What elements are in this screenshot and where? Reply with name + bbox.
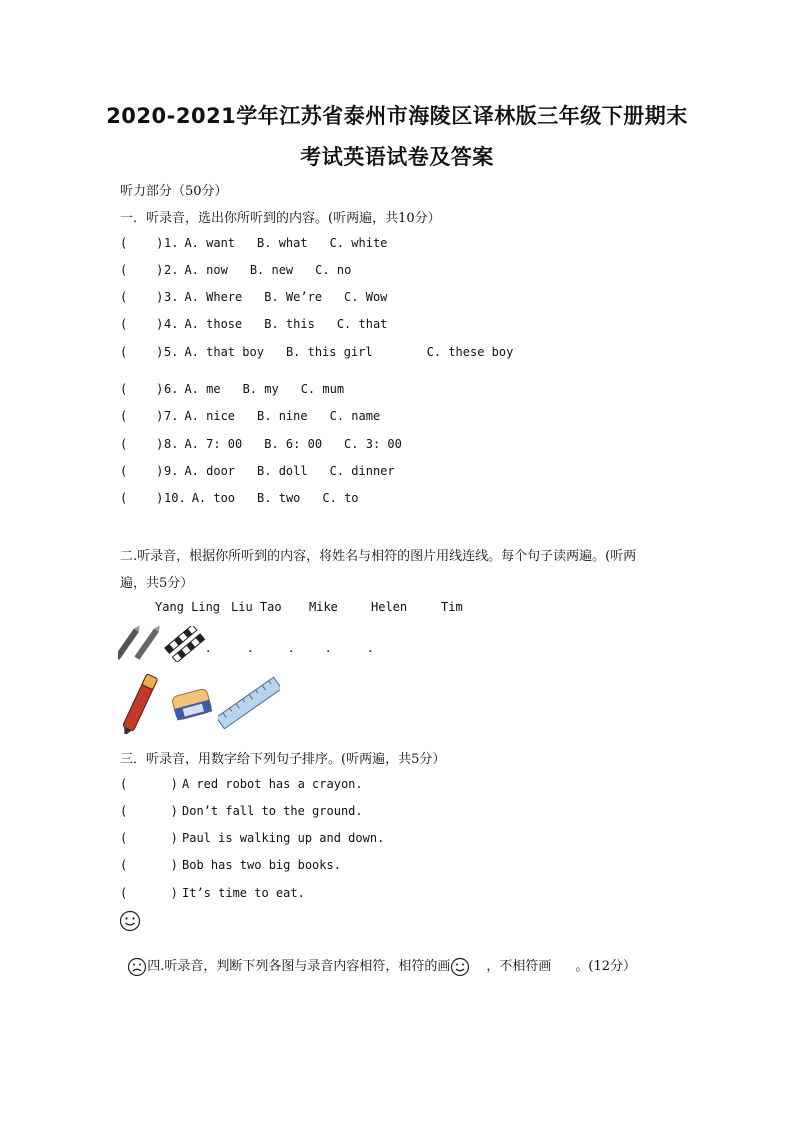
option-b: B. what bbox=[257, 236, 308, 250]
question-row bbox=[120, 382, 366, 396]
question-row bbox=[120, 263, 373, 277]
question-number: 9. bbox=[164, 464, 179, 478]
smiley-face-icon bbox=[119, 910, 141, 932]
order-blank[interactable]: ( ) bbox=[120, 804, 178, 818]
question-row bbox=[120, 409, 402, 423]
answer-blank[interactable]: ( ) bbox=[120, 491, 164, 505]
section3-heading: 三．听录音，用数字给下列句子排序。(听两遍，共5分） bbox=[120, 752, 446, 767]
question-row bbox=[120, 290, 409, 304]
question-number: 4. bbox=[164, 317, 179, 331]
ruler-icon bbox=[218, 676, 280, 730]
sentence: Bob has two big books. bbox=[182, 858, 341, 872]
option-b: B. 6: 00 bbox=[264, 437, 323, 451]
option-c: C. to bbox=[322, 491, 359, 505]
pencils-icon bbox=[118, 626, 163, 662]
doc-title-line1: 2020-2021学年江苏省泰州市海陵区译林版三年级下册期末 bbox=[106, 104, 688, 128]
option-b: B. doll bbox=[257, 464, 308, 478]
answer-blank[interactable]: ( ) bbox=[120, 464, 164, 478]
option-c: C. 3: 00 bbox=[344, 437, 402, 451]
option-b: B. this girl bbox=[285, 345, 373, 359]
option-c: C. name bbox=[329, 409, 381, 423]
option-a: A. that boy bbox=[184, 345, 264, 359]
question-number: 2. bbox=[164, 263, 179, 277]
option-c: C. no bbox=[315, 263, 352, 277]
question-number: 8. bbox=[164, 437, 179, 451]
order-blank[interactable]: ( ) bbox=[120, 777, 178, 791]
match-dot: . bbox=[289, 640, 294, 656]
marker-icon bbox=[118, 672, 164, 734]
question-row bbox=[120, 464, 417, 478]
option-a: A. those bbox=[184, 317, 243, 331]
ordering-row bbox=[120, 804, 363, 818]
name-mike: Mike bbox=[309, 600, 338, 614]
option-a: A. too bbox=[191, 491, 236, 505]
pens-icon bbox=[163, 626, 211, 662]
answer-blank[interactable]: ( ) bbox=[120, 290, 164, 304]
question-row bbox=[120, 317, 409, 331]
option-a: A. now bbox=[184, 263, 228, 277]
option-a: A. me bbox=[184, 382, 221, 396]
sentence: Don’t fall to the ground. bbox=[182, 804, 363, 818]
name-tim: Tim bbox=[441, 600, 463, 614]
answer-blank[interactable]: ( ) bbox=[120, 236, 164, 250]
question-number: 3. bbox=[164, 290, 179, 304]
doc-title-line2: 考试英语试卷及答案 bbox=[300, 145, 494, 169]
sad-face-icon bbox=[127, 957, 147, 977]
ordering-row bbox=[120, 858, 341, 872]
question-number: 1. bbox=[164, 236, 179, 250]
ordering-row bbox=[120, 831, 384, 845]
option-c: C. white bbox=[329, 236, 388, 250]
section4-text-2: ，不相符画 bbox=[486, 959, 552, 974]
eraser-icon bbox=[170, 684, 216, 726]
option-a: A. want bbox=[184, 236, 236, 250]
order-blank[interactable]: ( ) bbox=[120, 831, 178, 845]
option-c: C. Wow bbox=[344, 290, 388, 304]
answer-blank[interactable]: ( ) bbox=[120, 409, 164, 423]
match-dot: . bbox=[326, 640, 331, 656]
listening-header: 听力部分（50分） bbox=[120, 184, 228, 199]
question-row bbox=[120, 437, 424, 451]
section2-heading-line2: 遍，共5分） bbox=[120, 576, 194, 591]
ordering-row bbox=[120, 886, 305, 900]
option-b: B. this bbox=[264, 317, 315, 331]
section1-heading: 一．听录音，选出你所听到的内容。(听两遍，共10分） bbox=[120, 211, 441, 226]
sentence: It’s time to eat. bbox=[182, 886, 305, 900]
order-blank[interactable]: ( ) bbox=[120, 858, 178, 872]
option-b: B. my bbox=[242, 382, 279, 396]
option-b: B. two bbox=[257, 491, 301, 505]
sentence: A red robot has a crayon. bbox=[182, 777, 363, 791]
option-b: B. nine bbox=[257, 409, 308, 423]
answer-blank[interactable]: ( ) bbox=[120, 345, 164, 359]
option-a: A. 7: 00 bbox=[184, 437, 243, 451]
ordering-row bbox=[120, 777, 363, 791]
question-number: 6. bbox=[164, 382, 179, 396]
answer-blank[interactable]: ( ) bbox=[120, 437, 164, 451]
order-blank[interactable]: ( ) bbox=[120, 886, 178, 900]
option-c: C. these boy bbox=[426, 345, 514, 359]
question-row bbox=[120, 491, 381, 505]
section4-text-3: 。(12分） bbox=[575, 959, 637, 974]
question-number: 7. bbox=[164, 409, 179, 423]
option-c: C. dinner bbox=[329, 464, 395, 478]
question-row bbox=[120, 345, 535, 359]
option-a: A. nice bbox=[184, 409, 236, 423]
answer-blank[interactable]: ( ) bbox=[120, 382, 164, 396]
match-dot: . bbox=[368, 640, 373, 656]
option-b: B. We’re bbox=[264, 290, 323, 304]
name-helen: Helen bbox=[371, 600, 408, 614]
option-b: B. new bbox=[249, 263, 294, 277]
answer-blank[interactable]: ( ) bbox=[120, 263, 164, 277]
section2-heading-line1: 二.听录音，根据你所听到的内容，将姓名与相符的图片用线连线。每个句子读两遍。(听两 bbox=[120, 549, 637, 564]
sentence: Paul is walking up and down. bbox=[182, 831, 385, 845]
question-row bbox=[120, 236, 409, 250]
name-liu-tao: Liu Tao bbox=[231, 600, 282, 614]
option-a: A. door bbox=[184, 464, 236, 478]
answer-blank[interactable]: ( ) bbox=[120, 317, 164, 331]
match-dot: . bbox=[206, 640, 211, 656]
section4-text-1: 四.听录音，判断下列各图与录音内容相符，相符的画 bbox=[147, 959, 451, 974]
section4-heading bbox=[119, 940, 636, 977]
option-c: C. mum bbox=[300, 382, 345, 396]
option-a: A. Where bbox=[184, 290, 243, 304]
question-number: 10. bbox=[164, 491, 186, 505]
name-yang-ling: Yang Ling bbox=[155, 600, 221, 614]
option-c: C. that bbox=[336, 317, 388, 331]
smiley-face-icon bbox=[450, 957, 470, 977]
match-dot: . bbox=[248, 640, 253, 656]
question-number: 5. bbox=[164, 345, 179, 359]
